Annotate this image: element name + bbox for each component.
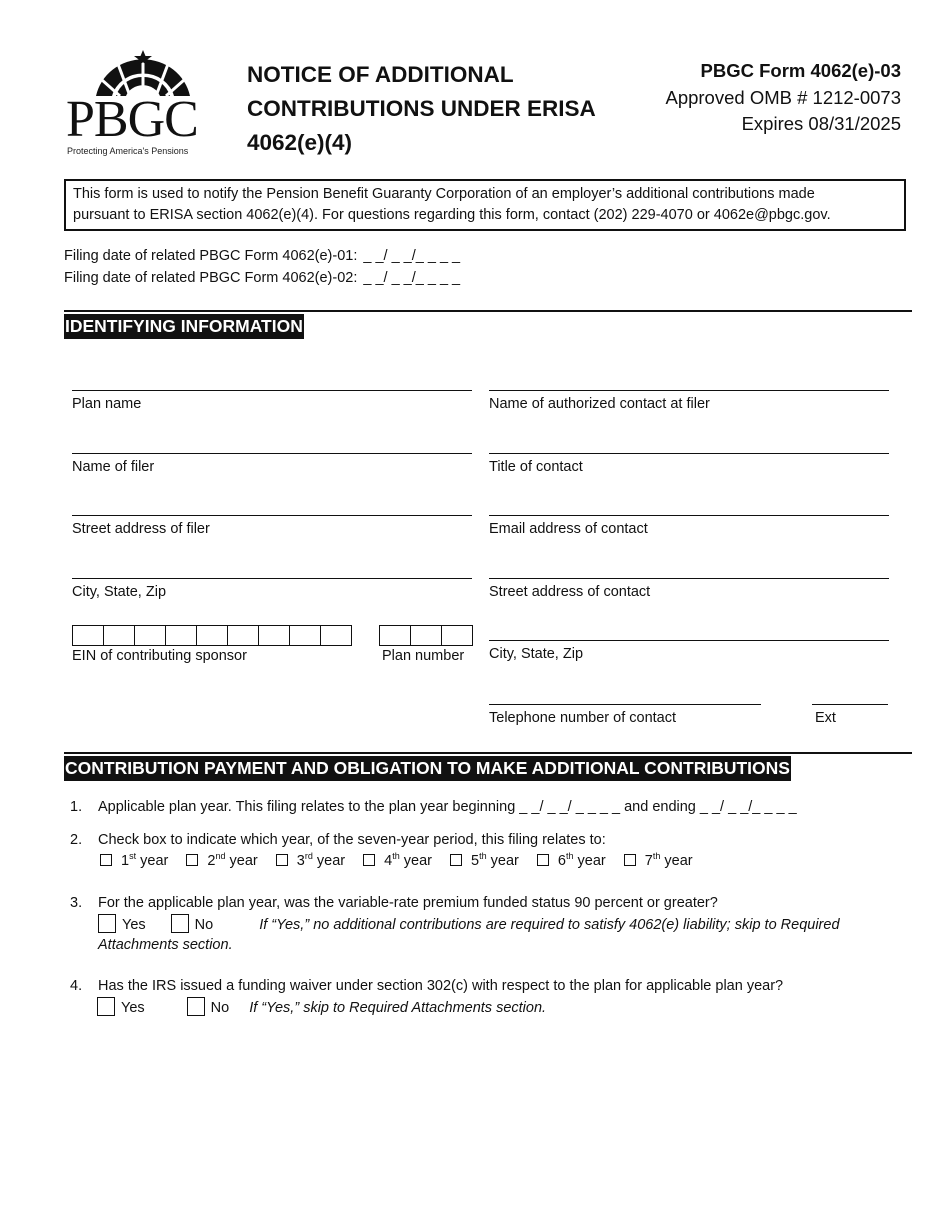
- filing-date-01-field[interactable]: _ _/ _ _/_ _ _ _: [363, 248, 461, 264]
- year-option-4[interactable]: 4th year: [363, 853, 432, 869]
- question-4-answers: [97, 997, 546, 1019]
- form-notice-box: [64, 179, 906, 231]
- filing-dates: [64, 246, 460, 289]
- plan-name-label: Plan name: [72, 396, 142, 412]
- form-identifier: [665, 58, 901, 138]
- form-number: PBGC Form 4062(e)-03: [700, 60, 901, 81]
- year-option-7[interactable]: 7th year: [624, 853, 693, 869]
- checkbox-icon[interactable]: [100, 854, 112, 866]
- filer-city-input[interactable]: [72, 578, 472, 579]
- q3-note: If “Yes,” no additional contributions are required to satisfy 4062(e) liability; skip to Required: [259, 917, 840, 933]
- expiration-date: Expires 08/31/2025: [741, 113, 901, 134]
- filing-date-01[interactable]: [64, 246, 460, 268]
- contact-city-input[interactable]: [489, 640, 889, 641]
- checkbox-icon[interactable]: [363, 854, 375, 866]
- question-1-number: 1.: [70, 799, 83, 815]
- section-identifying-information: IDENTIFYING INFORMATION: [64, 314, 304, 339]
- title-line-1: NOTICE OF ADDITIONAL: [247, 62, 514, 87]
- contact-name-label: Name of authorized contact at filer: [489, 396, 710, 412]
- filing-date-02-field[interactable]: _ _/ _ _/_ _ _ _: [363, 269, 461, 286]
- extension-label: Ext: [815, 710, 836, 726]
- section-contribution-payment: CONTRIBUTION PAYMENT AND OBLIGATION TO MAKE ADDITIONAL CONTRIBUTIONS: [64, 756, 791, 781]
- q3-note-continued: Attachments section.: [98, 937, 233, 953]
- contact-title-label: Title of contact: [489, 459, 583, 475]
- checkbox-icon[interactable]: [450, 854, 462, 866]
- logo-tagline: Protecting America's Pensions: [67, 146, 189, 156]
- filer-city-label: City, State, Zip: [72, 584, 167, 600]
- contact-street-label: Street address of contact: [489, 584, 651, 600]
- question-2-text: Check box to indicate which year, of the seven-year period, this filing relates to:: [98, 832, 606, 848]
- year-option-6[interactable]: 6th year: [537, 853, 606, 869]
- filer-street-label: Street address of filer: [72, 521, 210, 537]
- pbgc-logo: [66, 50, 206, 160]
- contact-title-input[interactable]: [489, 453, 889, 454]
- question-2-number: 2.: [70, 832, 83, 848]
- logo-wordmark: PBGC: [66, 91, 198, 148]
- telephone-label: Telephone number of contact: [489, 710, 677, 726]
- plan-number-label: Plan number: [382, 648, 465, 664]
- filer-name-label: Name of filer: [72, 459, 155, 475]
- extension-input[interactable]: [812, 704, 888, 705]
- year-options: [100, 851, 707, 872]
- ein-input[interactable]: [72, 625, 352, 646]
- section-divider: [64, 310, 912, 312]
- year-option-2[interactable]: 2nd year: [186, 853, 257, 869]
- page-title: [247, 58, 627, 160]
- checkbox-icon[interactable]: [97, 997, 115, 1016]
- filing-date-02[interactable]: [64, 268, 460, 290]
- checkbox-icon[interactable]: [171, 914, 189, 933]
- contact-email-input[interactable]: [489, 515, 889, 516]
- question-3-number: 3.: [70, 895, 83, 911]
- checkbox-icon[interactable]: [276, 854, 288, 866]
- question-4-number: 4.: [70, 978, 83, 994]
- q3-no-option[interactable]: No: [171, 917, 214, 933]
- question-1-text[interactable]: Applicable plan year. This filing relates to the plan year beginning _ _/ _ _/ _ _ _ _ and ending _ _/ _ _/_ _ _ _: [98, 799, 797, 815]
- notice-line-2: pursuant to ERISA section 4062(e)(4). For questions regarding this form, contact (202) 229-4070 or 4062e@pbgc.gov.: [73, 207, 831, 223]
- contact-name-input[interactable]: [489, 390, 889, 391]
- checkbox-icon[interactable]: [186, 854, 198, 866]
- year-option-3[interactable]: 3rd year: [276, 853, 345, 869]
- checkbox-icon[interactable]: [624, 854, 636, 866]
- q4-yes-option[interactable]: Yes: [97, 1000, 145, 1016]
- q4-note: If “Yes,” skip to Required Attachments section.: [249, 1000, 547, 1016]
- contact-city-label: City, State, Zip: [489, 646, 584, 662]
- title-line-3: 4062(e)(4): [247, 130, 353, 155]
- q3-yes-option[interactable]: Yes: [98, 917, 146, 933]
- question-3-answers: [98, 914, 840, 936]
- notice-line-1: This form is used to notify the Pension Benefit Guaranty Corporation of an employer’s additional contributions made: [73, 186, 815, 202]
- title-line-2: CONTRIBUTIONS UNDER ERISA: [247, 96, 596, 121]
- year-option-5[interactable]: 5th year: [450, 853, 519, 869]
- filing-date-01-label: Filing date of related PBGC Form 4062(e)-01:: [64, 248, 358, 264]
- checkbox-icon[interactable]: [537, 854, 549, 866]
- filing-date-02-label: Filing date of related PBGC Form 4062(e)-02:: [64, 269, 358, 286]
- telephone-input[interactable]: [489, 704, 761, 705]
- plan-number-input[interactable]: [379, 625, 473, 646]
- ein-label: EIN of contributing sponsor: [72, 648, 247, 664]
- section-divider: [64, 752, 912, 754]
- omb-number: Approved OMB # 1212-0073: [665, 86, 901, 108]
- contact-email-label: Email address of contact: [489, 521, 648, 537]
- checkbox-icon[interactable]: [187, 997, 205, 1016]
- question-3-text: For the applicable plan year, was the variable-rate premium funded status 90 percent or greater?: [98, 895, 718, 911]
- contact-street-input[interactable]: [489, 578, 889, 579]
- checkbox-icon[interactable]: [98, 914, 116, 933]
- question-4-text: Has the IRS issued a funding waiver under section 302(c) with respect to the plan for applicable plan year?: [98, 978, 784, 994]
- filer-street-input[interactable]: [72, 515, 472, 516]
- q4-no-option[interactable]: No: [187, 1000, 230, 1016]
- year-option-1[interactable]: 1st year: [100, 853, 168, 869]
- filer-name-input[interactable]: [72, 453, 472, 454]
- plan-name-input[interactable]: [72, 390, 472, 391]
